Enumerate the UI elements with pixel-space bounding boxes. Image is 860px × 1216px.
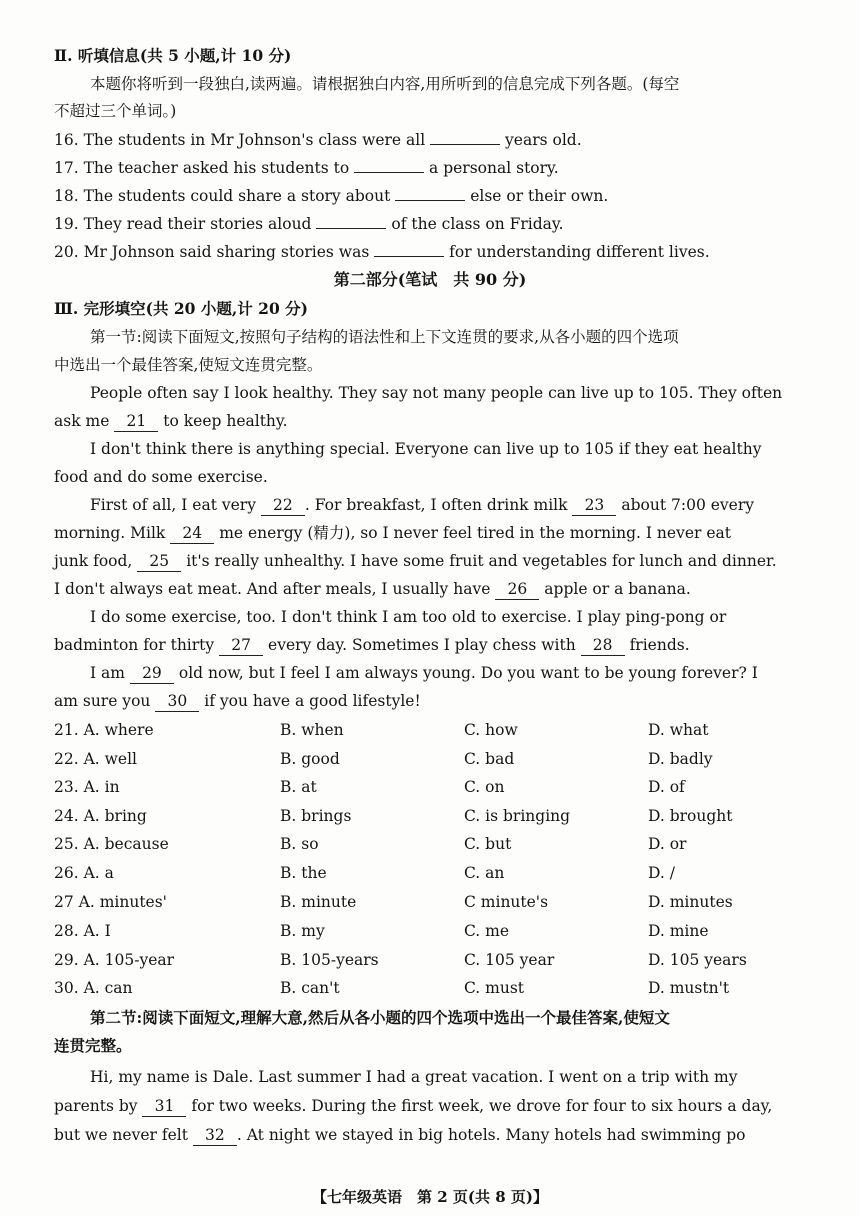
cloze-blank[interactable]: 30 [155,691,199,712]
passage-line [54,523,810,544]
passage-line: food and do some exercise. [54,468,268,486]
cloze-blank[interactable]: 25 [137,551,181,572]
passage-line [90,495,810,516]
answer-blank[interactable] [316,228,386,229]
option-d[interactable]: D. or [648,835,687,853]
option-b[interactable]: B. so [280,835,319,853]
option-d[interactable]: D. 105 years [648,951,747,969]
passage-line: Hi, my name is Dale. Last summer I had a great vacation. I went on a trip with my [90,1068,738,1086]
passage-text: if you have a good lifestyle! [204,692,421,710]
question-18 [54,186,810,206]
passage-line [54,551,810,572]
option-a[interactable]: 29. A. 105-year [54,951,175,969]
passage-line: I don't think there is anything special. Everyone can live up to 105 if they eat healthy [90,440,762,458]
page-footer: 【七年级英语 第 2 页(共 8 页)】 [312,1188,548,1206]
passage-line [54,635,810,656]
passage-text: me energy (精力), so I never feel tired in the morning. I never eat [219,524,731,542]
passage-text: am sure you [54,692,151,710]
option-c[interactable]: C. an [464,864,505,882]
option-a[interactable]: 22. A. well [54,750,137,768]
option-d[interactable]: D. / [648,864,675,882]
question-text: 16. The students in Mr Johnson's class were all [54,131,426,149]
question-text: 18. The students could share a story about [54,187,391,205]
passage-text: for two weeks. During the first week, we drove for four to six hours a day, [191,1097,773,1115]
section-3-instruction: 第一节:阅读下面短文,按照句子结构的语法性和上下文连贯的要求,从各小题的四个选项 [90,328,679,346]
option-a[interactable]: 21. A. where [54,721,154,739]
question-text: 17. The teacher asked his students to [54,159,350,177]
question-text: years old. [505,131,582,149]
cloze-blank[interactable]: 24 [170,523,214,544]
section-2-instruction-cont: 不超过三个单词。) [54,102,177,120]
option-a[interactable]: 25. A. because [54,835,169,853]
cloze-blank[interactable]: 28 [581,635,625,656]
option-d[interactable]: D. mustn't [648,979,730,997]
subsection-2-instruction-cont: 连贯完整。 [54,1036,132,1055]
passage-line [54,1096,810,1117]
option-b[interactable]: B. 105-years [280,951,379,969]
answer-blank[interactable] [374,256,444,257]
answer-blank[interactable] [430,144,500,145]
passage-text: . For breakfast, I often drink milk [304,496,568,514]
passage-line: I do some exercise, too. I don't think I am too old to exercise. I play ping-pong or [90,608,727,626]
passage-line [90,663,810,684]
cloze-blank[interactable]: 22 [261,495,305,516]
option-a[interactable]: 26. A. a [54,864,114,882]
passage-text: badminton for thirty [54,636,215,654]
passage-text: about 7:00 every [621,496,755,514]
part-2-title: 第二部分(笔试 共 90 分) [333,270,527,289]
answer-blank[interactable] [354,172,424,173]
option-b[interactable]: B. my [280,922,325,940]
option-b[interactable]: B. good [280,750,340,768]
option-a[interactable]: 28. A. I [54,922,111,940]
option-c[interactable]: C. bad [464,750,515,768]
option-b[interactable]: B. minute [280,893,357,911]
option-d[interactable]: D. minutes [648,893,733,911]
passage-text: morning. Milk [54,524,166,542]
cloze-blank[interactable]: 31 [142,1096,186,1117]
option-c[interactable]: C. how [464,721,518,739]
passage-text: I don't always eat meat. And after meals, I usually have [54,580,491,598]
option-b[interactable]: B. when [280,721,344,739]
option-d[interactable]: D. badly [648,750,713,768]
passage-text: to keep healthy. [163,412,288,430]
option-c[interactable]: C minute's [464,893,549,911]
passage-text: every day. Sometimes I play chess with [268,636,576,654]
passage-line: People often say I look healthy. They say not many people can live up to 105. They often [90,384,783,402]
question-text: 19. They read their stories aloud [54,215,312,233]
option-d[interactable]: D. of [648,778,685,796]
passage-text: parents by [54,1097,138,1115]
passage-text: junk food, [54,552,133,570]
passage-line [54,411,810,432]
option-b[interactable]: B. at [280,778,317,796]
passage-text: but we never felt [54,1126,188,1144]
question-20 [54,242,810,262]
option-b[interactable]: B. the [280,864,327,882]
subsection-2-instruction: 第二节:阅读下面短文,理解大意,然后从各小题的四个选项中选出一个最佳答案,使短文 [90,1008,670,1027]
cloze-blank[interactable]: 21 [114,411,158,432]
question-17 [54,158,810,178]
passage-line [54,1125,810,1146]
question-text: else or their own. [470,187,609,205]
passage-text: . At night we stayed in big hotels. Many hotels had swimming po [236,1126,746,1144]
option-c[interactable]: C. 105 year [464,951,555,969]
cloze-blank[interactable]: 23 [572,495,616,516]
question-text: of the class on Friday. [391,215,564,233]
passage-text: I am [90,664,125,682]
option-c[interactable]: C. must [464,979,525,997]
option-d[interactable]: D. brought [648,807,733,825]
passage-text: friends. [629,636,690,654]
option-a[interactable]: 24. A. bring [54,807,147,825]
cloze-blank[interactable]: 26 [495,579,539,600]
answer-blank[interactable] [395,200,465,201]
option-c[interactable]: C. on [464,778,505,796]
passage-text: it's really unhealthy. I have some fruit and vegetables for lunch and dinner. [186,552,777,570]
cloze-blank[interactable]: 27 [219,635,263,656]
option-c[interactable]: C. but [464,835,512,853]
passage-line [54,579,810,600]
passage-line [54,691,810,712]
passage-text: old now, but I feel I am always young. Do you want to be young forever? I [178,664,758,682]
option-a[interactable]: 23. A. in [54,778,120,796]
question-19 [54,214,810,234]
passage-text: apple or a banana. [544,580,691,598]
option-a[interactable]: 27 A. minutes' [54,893,167,911]
option-d[interactable]: D. what [648,721,709,739]
cloze-blank[interactable]: 32 [193,1125,237,1146]
option-a[interactable]: 30. A. can [54,979,133,997]
option-b[interactable]: B. brings [280,807,352,825]
question-text: for understanding different lives. [449,243,710,261]
section-3-title: Ⅲ. 完形填空(共 20 小题,计 20 分) [54,299,308,318]
option-c[interactable]: C. me [464,922,510,940]
question-16 [54,130,810,150]
section-3-instruction-cont: 中选出一个最佳答案,使短文连贯完整。 [54,356,323,374]
passage-text: First of all, I eat very [90,496,256,514]
section-2-title: Ⅱ. 听填信息(共 5 小题,计 10 分) [54,46,292,65]
question-text: a personal story. [429,159,559,177]
question-text: 20. Mr Johnson said sharing stories was [54,243,370,261]
option-d[interactable]: D. mine [648,922,709,940]
cloze-blank[interactable]: 29 [130,663,174,684]
passage-text: ask me [54,412,110,430]
section-2-instruction: 本题你将听到一段独白,读两遍。请根据独白内容,用所听到的信息完成下列各题。(每空 [90,75,680,93]
option-b[interactable]: B. can't [280,979,340,997]
option-c[interactable]: C. is bringing [464,807,571,825]
